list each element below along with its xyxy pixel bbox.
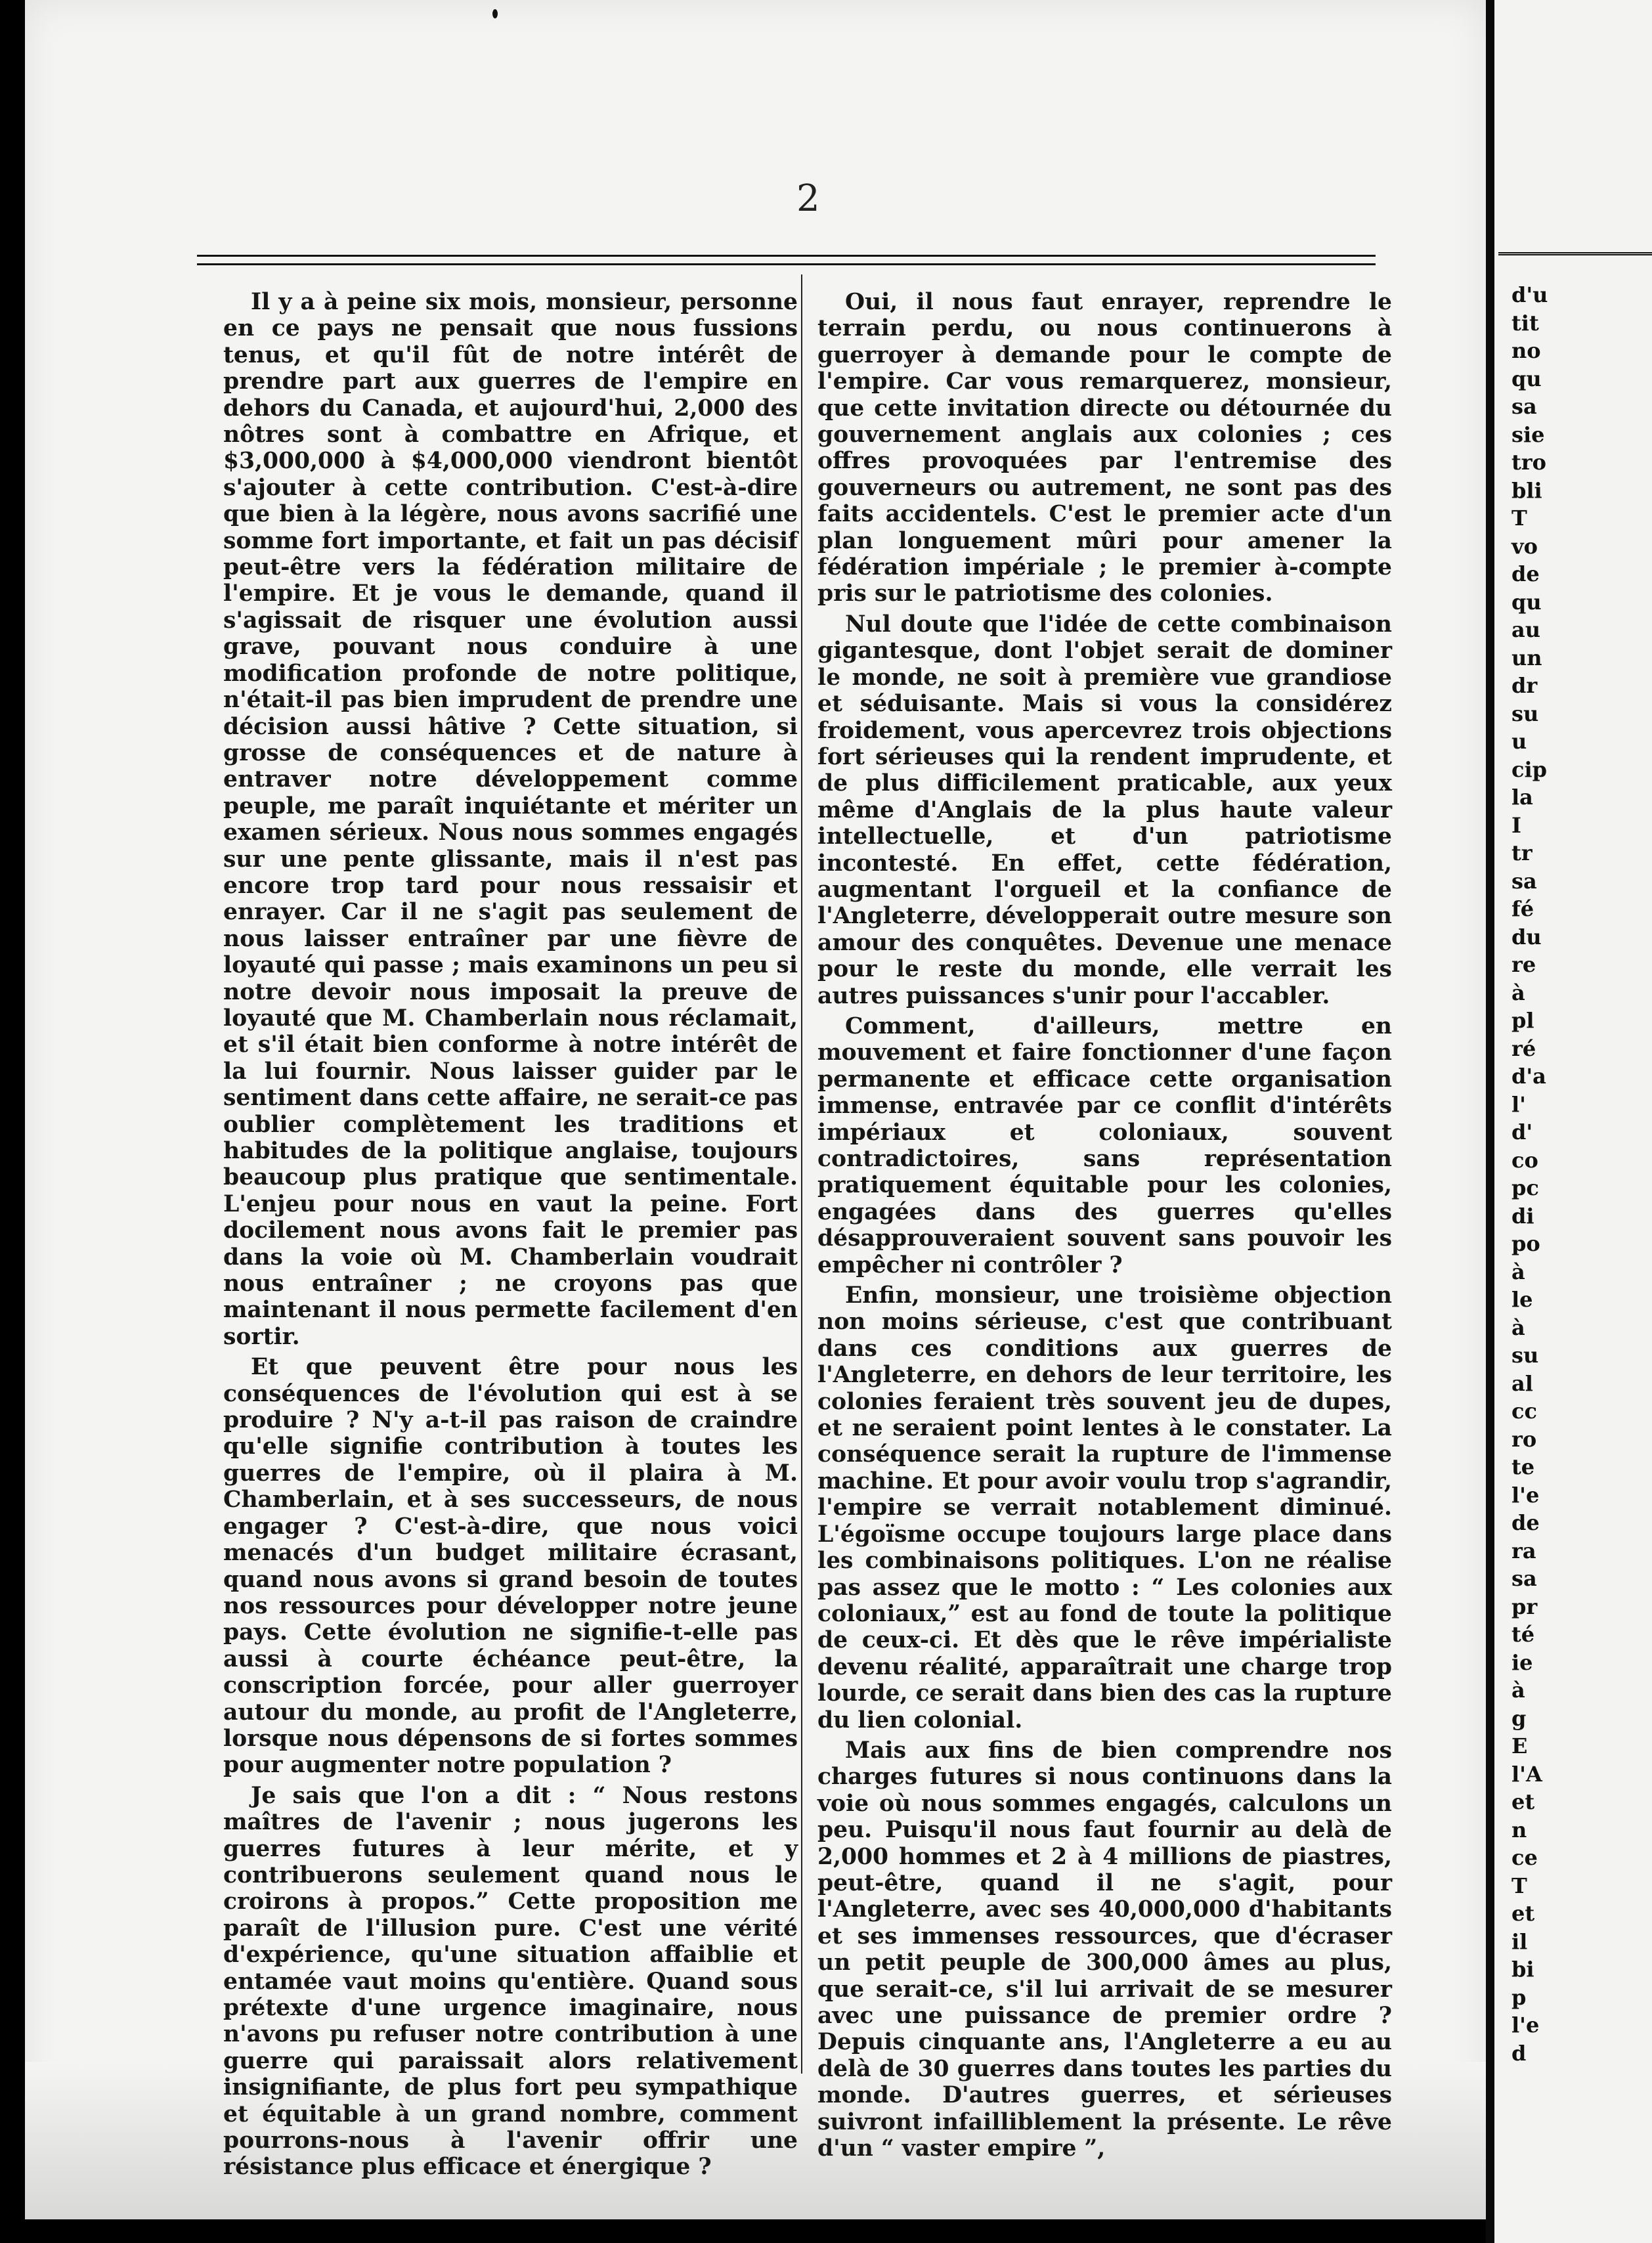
adjacent-fragment: le	[1511, 1287, 1533, 1312]
adjacent-header-rule	[1498, 252, 1652, 257]
adjacent-fragment: té	[1511, 1622, 1535, 1647]
adjacent-fragment: un	[1511, 645, 1542, 670]
adjacent-fragment: à	[1511, 1259, 1525, 1284]
paragraph: Enfin, monsieur, une troisième objection non moins sérieuse, c'est que contribuant dans ces conditions aux guerres de l'Angleterre, en dehors de leur territoire, les colonies feraient très souvent jeu de dupes, et ne seraient point lentes à le constater. La conséquence serait la rupture de l'immense machine. Et pour avoir voulu trop s'agrandir, l'empire se verrait notablement diminué. L'égoïsme occupe toujours large place dans les combinaisons politiques. L'on ne réalise pas assez que le motto : “ Les colonies aux coloniaux,” est au fond de toute la politique de ceux-ci. Et dès que le rêve impérialiste devenu réalité, apparaîtrait une charge trop lourde, ce serait dans bien des cas la rupture du lien colonial.	[817, 1282, 1392, 1733]
adjacent-fragment: d'	[1511, 1120, 1533, 1144]
adjacent-fragment: l'e	[1511, 2013, 1540, 2037]
adjacent-fragment: qu	[1511, 366, 1542, 391]
adjacent-fragment: l'	[1511, 1091, 1526, 1117]
left-column	[223, 289, 798, 2185]
adjacent-fragment: et	[1511, 1789, 1535, 1814]
adjacent-fragment: sie	[1511, 422, 1545, 447]
adjacent-fragment: no	[1511, 338, 1541, 363]
adjacent-fragment: p	[1511, 1984, 1527, 2010]
paragraph: Et que peuvent être pour nous les conséquences de l'évolution qui est à se produire ? N'y a-t-il pas raison de craindre qu'elle signifie contribution à toutes les guerres de l'empire, où il plaira à M. Chamberlain, et à ses successeurs, de nous engager ? C'est-à-dire, que nous voici menacés d'un budget militaire écrasant, quand nous avons si grand besoin de toutes nos ressources pour développer notre jeune pays. Cette évolution ne signifie-t-elle pas aussi à courte échéance peut-être, la conscription forcée, pour aller guerroyer autour du monde, au profit de l'Angleterre, lorsque nous dépensons de si fortes sommes pour augmenter notre population ?	[223, 1354, 798, 1779]
adjacent-fragment: d	[1511, 2040, 1527, 2066]
adjacent-fragment: et	[1511, 1901, 1535, 1926]
page-number: 2	[796, 177, 820, 220]
adjacent-fragment: à	[1511, 1678, 1525, 1703]
adjacent-fragment: di	[1511, 1203, 1534, 1229]
adjacent-fragment: au	[1511, 617, 1540, 642]
adjacent-fragment: bli	[1511, 477, 1542, 503]
adjacent-fragment: su	[1511, 1343, 1539, 1368]
adjacent-fragment: cip	[1511, 756, 1548, 782]
adjacent-fragment: sa	[1511, 1566, 1537, 1591]
adjacent-fragment: d'u	[1511, 282, 1548, 307]
adjacent-fragment: T	[1511, 506, 1527, 531]
adjacent-fragment: il	[1511, 1928, 1528, 1954]
adjacent-fragment: pr	[1511, 1594, 1538, 1619]
adjacent-fragment: pc	[1511, 1175, 1539, 1200]
adjacent-fragment: u	[1511, 729, 1527, 754]
adjacent-fragment: re	[1511, 952, 1536, 977]
adjacent-fragment: su	[1511, 701, 1539, 726]
adjacent-fragment: te	[1511, 1454, 1535, 1479]
adjacent-fragment: vo	[1511, 533, 1538, 559]
adjacent-fragment: g	[1511, 1705, 1527, 1731]
adjacent-fragment: po	[1511, 1231, 1540, 1256]
adjacent-fragment: pl	[1511, 1008, 1534, 1033]
adjacent-fragment: l'e	[1511, 1482, 1540, 1508]
adjacent-fragment: n	[1511, 1817, 1527, 1842]
adjacent-fragment: dr	[1511, 673, 1538, 698]
adjacent-fragment: sa	[1511, 394, 1537, 419]
adjacent-fragment: cc	[1511, 1399, 1537, 1424]
adjacent-fragment: tr	[1511, 840, 1532, 865]
print-speck	[492, 9, 498, 18]
adjacent-fragment: I	[1511, 812, 1521, 838]
adjacent-fragment: à	[1511, 1315, 1525, 1340]
paragraph: Nul doute que l'idée de cette combinaison gigantesque, dont l'objet serait de dominer le monde, ne soit à première vue grandiose et séduisante. Mais si vous la considérez froidement, vous apercevrez trois objections fort sérieuses qui la rendent imprudente, et de plus difficilement praticable, aux yeux même d'Anglais de la plus haute valeur intellectuelle, et d'un patriotisme incontesté. En effet, cette fédération, augmentant l'orgueil et la confiance de l'Angleterre, développerait outre mesure son amour des conquêtes. Devenue une menace pour le reste du monde, elle verrait les autres puissances s'unir pour l'accabler.	[817, 611, 1392, 1009]
adjacent-fragment: qu	[1511, 589, 1542, 615]
page-gutter	[1486, 0, 1494, 2243]
newspaper-page	[25, 0, 1486, 2219]
paragraph: Oui, il nous faut enrayer, reprendre le terrain perdu, ou nous continuerons à guerroyer à demande pour le compte de l'empire. Car vous remarquerez, monsieur, que cette invitation directe ou détournée du gouvernement anglais aux colonies ; ces offres provoquées par l'entremise des gouverneurs ou autrement, ne sont pas des faits accidentels. C'est le premier acte d'un plan longuement mûri pour amener la fédération impériale ; le premier à-compte pris sur le patriotisme des colonies.	[817, 289, 1392, 607]
adjacent-fragment: fé	[1511, 896, 1534, 921]
paragraph: Il y a à peine six mois, monsieur, personne en ce pays ne pensait que nous fussions tenus, et qu'il fût de notre intérêt de prendre part aux guerres de l'empire en dehors du Canada, et aujourd'hui, 2,000 des nôtres sont à combattre en Afrique, et $3,000,000 à $4,000,000 viendront bientôt s'ajouter à cette contribution. C'est-à-dire que bien à la légère, nous avons sacrifié une somme fort importante, et fait un pas décisif peut-être vers la fédération militaire de l'empire. Et je vous le demande, quand il s'agissait de risquer une évolution aussi grave, pouvant nous conduire à une modification profonde de notre politique, n'était-il pas bien imprudent de prendre une décision aussi hâtive ? Cette situation, si grosse de conséquences et de nature à entraver notre développement comme peuple, me paraît inquiétante et mériter un examen sérieux. Nous nous sommes engagés sur une pente glissante, mais il n'est pas encore trop tard pour nous ressaisir et enrayer. Car il ne s'agit pas seulement de nous laisser entraîner par une fièvre de loyauté qui passe ; mais examinons un peu si notre devoir nous imposait la preuve de loyauté que M. Chamberlain nous réclamait, et s'il était bien conforme à notre intérêt de la lui fournir. Nous laisser guider par le sentiment dans cette affaire, ne serait-ce pas oublier complètement les traditions et habitudes de la politique anglaise, toujours beaucoup plus pratique que sentimentale. L'enjeu pour nous en vaut la peine. Fort docilement nous avons fait le premier pas dans la voie où M. Chamberlain voudrait nous entraîner ; ne croyons pas que maintenant il nous permette facilement d'en sortir.	[223, 289, 798, 1350]
adjacent-fragment: ro	[1511, 1426, 1537, 1452]
paragraph: Mais aux fins de bien comprendre nos charges futures si nous continuons dans la voie où nous sommes engagés, calculons un peu. Puisqu'il nous faut fournir au delà de 2,000 hommes et 2 à 4 millions de piastres, peut-être, quand il ne s'agit, pour l'Angleterre, avec ses 40,000,000 d'habitants et ses immenses ressources, que d'écraser un petit peuple de 300,000 âmes au plus, que serait-ce, s'il lui arrivait de se mesurer avec une puissance de premier ordre ? Depuis cinquante ans, l'Angleterre a eu au delà de 30 guerres dans toutes les parties du monde. D'autres guerres, et sérieuses suivront infailliblement la présente. Le rêve d'un “ vaster empire ”,	[817, 1737, 1392, 2162]
column-divider	[801, 274, 802, 2074]
adjacent-fragment: de	[1511, 561, 1540, 586]
paragraph: Comment, d'ailleurs, mettre en mouvement et faire fonctionner d'une façon permanente et efficace cette organisation immense, entravée par ce conflit d'intérêts impériaux et coloniaux, souvent contradictoires, sans représentation pratiquement équitable pour les colonies, engagées dans des guerres qu'elles désapprouveraient souvent sans pouvoir les empêcher ni contrôler ?	[817, 1013, 1392, 1278]
adjacent-fragment: ie	[1511, 1649, 1533, 1675]
adjacent-fragment: d'a	[1511, 1064, 1546, 1089]
adjacent-fragment: tit	[1511, 310, 1539, 336]
adjacent-page-edge	[1494, 0, 1652, 2243]
adjacent-fragment: E	[1511, 1733, 1528, 1758]
adjacent-fragment: ce	[1511, 1845, 1538, 1870]
adjacent-fragment: al	[1511, 1370, 1533, 1396]
adjacent-fragment: bi	[1511, 1957, 1534, 1982]
adjacent-fragment: la	[1511, 785, 1533, 810]
adjacent-fragment: du	[1511, 924, 1542, 949]
adjacent-fragment: de	[1511, 1510, 1540, 1535]
adjacent-fragment: à	[1511, 980, 1525, 1005]
adjacent-fragment: ra	[1511, 1538, 1536, 1563]
adjacent-fragment: sa	[1511, 868, 1537, 894]
paragraph: Je sais que l'on a dit : “ Nous restons maîtres de l'avenir ; nous jugerons les guerres futures à leur mérite, et y contribuerons seulement quand nous le croirons à propos.” Cette proposition me paraît de l'illusion pure. C'est une vérité d'expérience, qu'une situation affaiblie et entamée vaut moins qu'entière. Quand sous prétexte d'une urgence imaginaire, nous n'avons pu refuser notre contribution à une guerre qui paraissait alors relativement insignifiante, de plus fort peu sympathique et équitable à un grand nombre, comment pourrons-nous à l'avenir offrir une résistance plus efficace et énergique ?	[223, 1782, 798, 2181]
adjacent-fragment: T	[1511, 1873, 1527, 1898]
adjacent-fragment: l'A	[1511, 1761, 1542, 1787]
adjacent-fragment: tro	[1511, 450, 1546, 475]
header-double-rule	[197, 255, 1376, 265]
adjacent-fragment: co	[1511, 1147, 1538, 1173]
adjacent-fragment: ré	[1511, 1035, 1536, 1061]
right-column	[817, 289, 1392, 2166]
